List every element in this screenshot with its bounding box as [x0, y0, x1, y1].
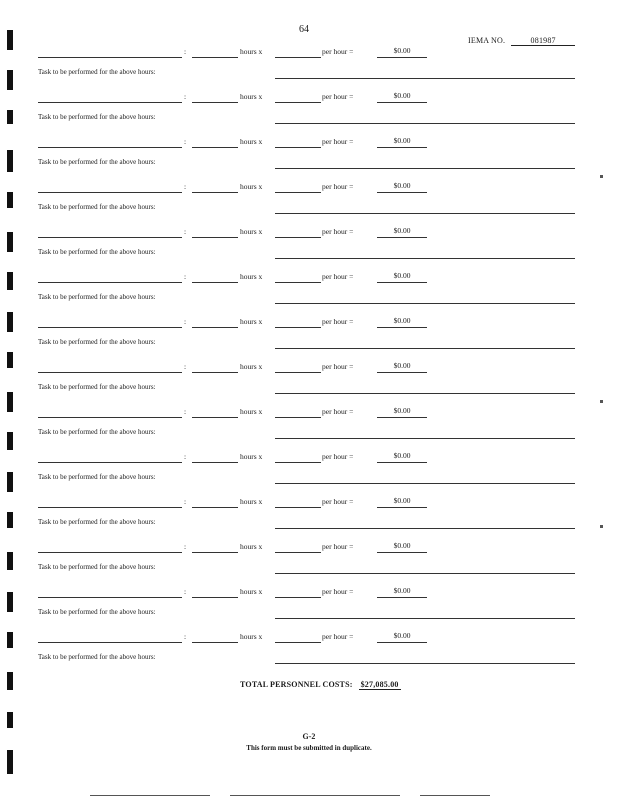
hourly-rate-field[interactable] [275, 586, 321, 598]
employee-name-field[interactable] [38, 451, 182, 463]
entry-line [0, 181, 618, 195]
task-label: Task to be performed for the above hours: [38, 428, 156, 436]
hours-field[interactable] [192, 46, 238, 58]
hours-label: hours x [240, 497, 263, 506]
rate-label: per hour = [322, 362, 354, 371]
task-description-field[interactable] [275, 573, 575, 574]
rate-label: per hour = [322, 92, 354, 101]
personnel-entry [0, 586, 618, 631]
personnel-entry [0, 361, 618, 406]
hours-label: hours x [240, 227, 263, 236]
iema-number [468, 36, 575, 46]
task-label: Task to be performed for the above hours: [38, 383, 156, 391]
personnel-entry [0, 226, 618, 271]
task-label: Task to be performed for the above hours: [38, 113, 156, 121]
task-description-field[interactable] [275, 393, 575, 394]
entry-line [0, 586, 618, 600]
line-amount: $0.00 [377, 541, 427, 553]
line-amount: $0.00 [377, 181, 427, 193]
hours-label: hours x [240, 452, 263, 461]
task-label: Task to be performed for the above hours: [38, 563, 156, 571]
hours-field[interactable] [192, 136, 238, 148]
entry-line [0, 451, 618, 465]
line-amount: $0.00 [377, 631, 427, 643]
employee-name-field[interactable] [38, 316, 182, 328]
task-label: Task to be performed for the above hours: [38, 203, 156, 211]
hours-label: hours x [240, 317, 263, 326]
task-label: Task to be performed for the above hours: [38, 608, 156, 616]
line-amount: $0.00 [377, 226, 427, 238]
hours-field[interactable] [192, 226, 238, 238]
personnel-entry [0, 46, 618, 91]
line-amount: $0.00 [377, 91, 427, 103]
task-label: Task to be performed for the above hours: [38, 248, 156, 256]
rate-label: per hour = [322, 317, 354, 326]
colon-separator: : [184, 317, 187, 326]
form-page-id: G-2 [302, 732, 316, 741]
iema-value: 081987 [511, 36, 575, 46]
entry-line [0, 226, 618, 240]
personnel-entry [0, 316, 618, 361]
colon-separator: : [184, 452, 187, 461]
task-description-field[interactable] [275, 618, 575, 619]
hourly-rate-field[interactable] [275, 136, 321, 148]
hours-label: hours x [240, 47, 263, 56]
line-amount: $0.00 [377, 46, 427, 58]
hourly-rate-field[interactable] [275, 631, 321, 643]
entry-line [0, 361, 618, 375]
colon-separator: : [184, 587, 187, 596]
task-description-field[interactable] [275, 258, 575, 259]
personnel-entry [0, 136, 618, 181]
colon-separator: : [184, 47, 187, 56]
bottom-edge-line [230, 795, 400, 796]
colon-separator: : [184, 182, 187, 191]
hours-label: hours x [240, 407, 263, 416]
hours-field[interactable] [192, 181, 238, 193]
hourly-rate-field[interactable] [275, 541, 321, 553]
hours-label: hours x [240, 632, 263, 641]
employee-name-field[interactable] [38, 496, 182, 508]
hourly-rate-field[interactable] [275, 406, 321, 418]
rate-label: per hour = [322, 407, 354, 416]
employee-name-field[interactable] [38, 226, 182, 238]
hours-label: hours x [240, 92, 263, 101]
page-number: 64 [299, 24, 309, 35]
task-label: Task to be performed for the above hours: [38, 68, 156, 76]
task-label: Task to be performed for the above hours: [38, 338, 156, 346]
total-value: $27,085.00 [360, 680, 399, 689]
colon-separator: : [184, 407, 187, 416]
duplicate-note: This form must be submitted in duplicate. [246, 744, 372, 752]
rate-label: per hour = [322, 47, 354, 56]
employee-name-field[interactable] [38, 586, 182, 598]
colon-separator: : [184, 227, 187, 236]
line-amount: $0.00 [377, 316, 427, 328]
binder-hole-mark [7, 712, 13, 728]
rate-label: per hour = [322, 542, 354, 551]
task-description-field[interactable] [275, 168, 575, 169]
rate-label: per hour = [322, 182, 354, 191]
employee-name-field[interactable] [38, 181, 182, 193]
scan-speck [600, 400, 603, 403]
personnel-entry [0, 406, 618, 451]
hours-field[interactable] [192, 361, 238, 373]
entry-line [0, 496, 618, 510]
entry-line [0, 46, 618, 60]
hourly-rate-field[interactable] [275, 226, 321, 238]
hours-field[interactable] [192, 496, 238, 508]
personnel-entry [0, 496, 618, 541]
hours-label: hours x [240, 587, 263, 596]
line-amount: $0.00 [377, 136, 427, 148]
scan-speck [600, 525, 603, 528]
task-label: Task to be performed for the above hours: [38, 158, 156, 166]
rate-label: per hour = [322, 272, 354, 281]
employee-name-field[interactable] [38, 91, 182, 103]
total-personnel-costs [240, 680, 401, 690]
colon-separator: : [184, 497, 187, 506]
employee-name-field[interactable] [38, 361, 182, 373]
hourly-rate-field[interactable] [275, 316, 321, 328]
rate-label: per hour = [322, 137, 354, 146]
task-description-field[interactable] [275, 78, 575, 79]
personnel-entry [0, 541, 618, 586]
task-label: Task to be performed for the above hours: [38, 293, 156, 301]
total-label: TOTAL PERSONNEL COSTS: [240, 680, 353, 689]
colon-separator: : [184, 272, 187, 281]
rate-label: per hour = [322, 632, 354, 641]
employee-name-field[interactable] [38, 136, 182, 148]
employee-name-field[interactable] [38, 631, 182, 643]
task-label: Task to be performed for the above hours: [38, 653, 156, 661]
hours-label: hours x [240, 542, 263, 551]
hourly-rate-field[interactable] [275, 496, 321, 508]
rate-label: per hour = [322, 227, 354, 236]
employee-name-field[interactable] [38, 406, 182, 418]
line-amount: $0.00 [377, 586, 427, 598]
hours-field[interactable] [192, 451, 238, 463]
personnel-entry [0, 271, 618, 316]
line-amount: $0.00 [377, 361, 427, 373]
binder-hole-mark [7, 750, 13, 774]
rate-label: per hour = [322, 452, 354, 461]
hours-field[interactable] [192, 541, 238, 553]
hours-field[interactable] [192, 316, 238, 328]
task-description-field[interactable] [275, 213, 575, 214]
task-description-field[interactable] [275, 303, 575, 304]
entry-line [0, 631, 618, 645]
colon-separator: : [184, 92, 187, 101]
iema-label: IEMA NO. [468, 36, 506, 45]
task-description-field[interactable] [275, 348, 575, 349]
hours-label: hours x [240, 182, 263, 191]
rate-label: per hour = [322, 587, 354, 596]
hours-label: hours x [240, 137, 263, 146]
line-amount: $0.00 [377, 406, 427, 418]
hours-label: hours x [240, 362, 263, 371]
entry-line [0, 541, 618, 555]
personnel-entry [0, 181, 618, 226]
task-description-field[interactable] [275, 663, 575, 664]
entry-line [0, 406, 618, 420]
hourly-rate-field[interactable] [275, 181, 321, 193]
entry-line [0, 136, 618, 150]
colon-separator: : [184, 362, 187, 371]
entry-line [0, 271, 618, 285]
task-description-field[interactable] [275, 528, 575, 529]
bottom-edge-line [90, 795, 210, 796]
task-label: Task to be performed for the above hours: [38, 473, 156, 481]
hourly-rate-field[interactable] [275, 361, 321, 373]
line-amount: $0.00 [377, 271, 427, 283]
hourly-rate-field[interactable] [275, 451, 321, 463]
hours-field[interactable] [192, 631, 238, 643]
colon-separator: : [184, 632, 187, 641]
hours-field[interactable] [192, 586, 238, 598]
task-description-field[interactable] [275, 483, 575, 484]
employee-name-field[interactable] [38, 271, 182, 283]
line-amount: $0.00 [377, 451, 427, 463]
rate-label: per hour = [322, 497, 354, 506]
hours-label: hours x [240, 272, 263, 281]
hours-field[interactable] [192, 91, 238, 103]
colon-separator: : [184, 137, 187, 146]
task-description-field[interactable] [275, 438, 575, 439]
employee-name-field[interactable] [38, 46, 182, 58]
entry-line [0, 316, 618, 330]
line-amount: $0.00 [377, 496, 427, 508]
scan-speck [600, 175, 603, 178]
hours-field[interactable] [192, 406, 238, 418]
task-description-field[interactable] [275, 123, 575, 124]
employee-name-field[interactable] [38, 541, 182, 553]
hourly-rate-field[interactable] [275, 271, 321, 283]
entry-line [0, 91, 618, 105]
personnel-entry [0, 91, 618, 136]
colon-separator: : [184, 542, 187, 551]
task-label: Task to be performed for the above hours: [38, 518, 156, 526]
hours-field[interactable] [192, 271, 238, 283]
personnel-entry [0, 631, 618, 676]
personnel-entry [0, 451, 618, 496]
hourly-rate-field[interactable] [275, 91, 321, 103]
bottom-edge-line [420, 795, 490, 796]
hourly-rate-field[interactable] [275, 46, 321, 58]
